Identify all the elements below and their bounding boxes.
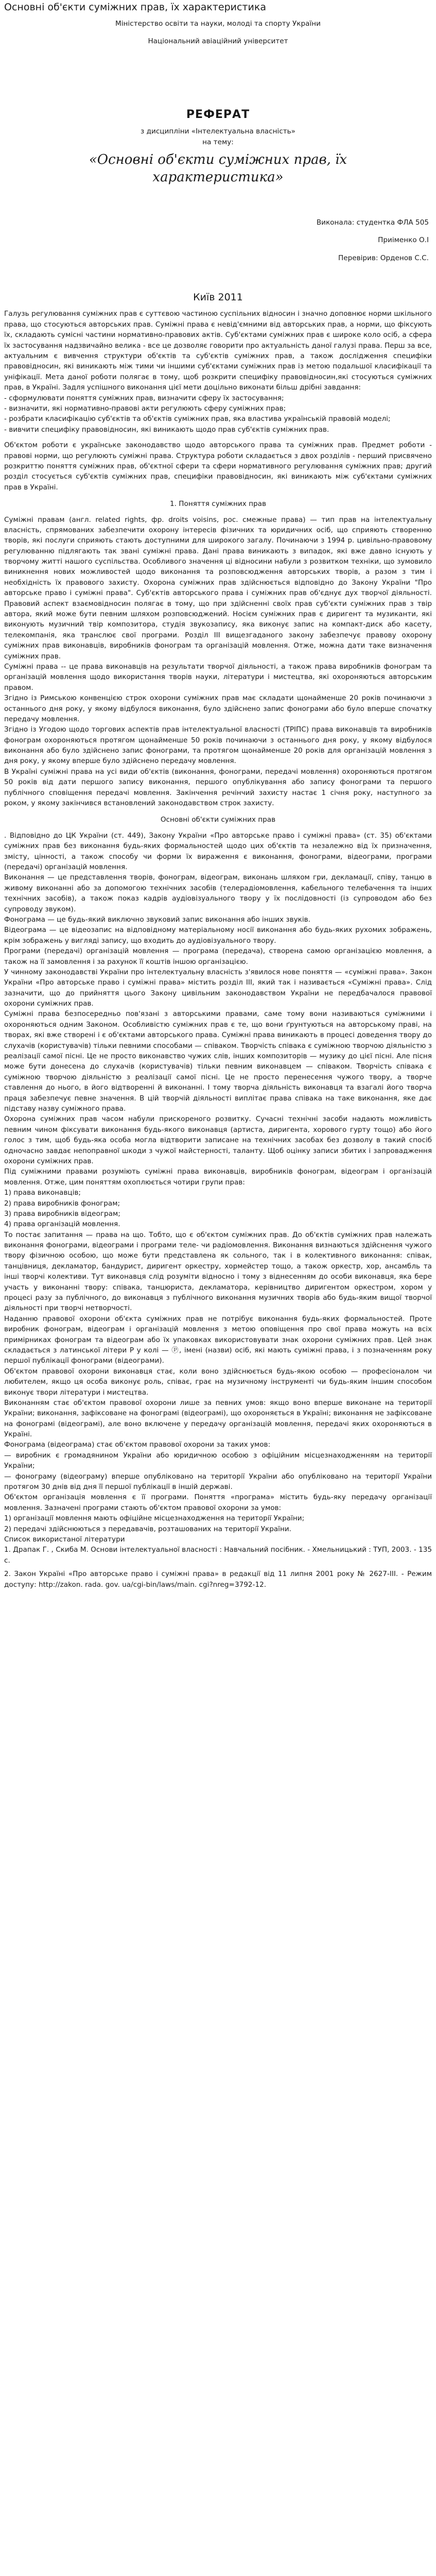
body-paragraph: Наданню правової охорони об'єкта суміжних прав не потрібує виконання будь-яких формальностей. Проте виробник фонограм, відеограм і організацій мовлення з метою оповіщення про свої права можуть на всіх примірниках фонограм та відеограм або їх упаковках використовувати знак охорони суміжних прав. Цей знак складається з латинської літери P у колі — Ⓟ, імені (назви) осіб, які мають суміжні права, і з позначенням року першої публікації фонограми (відеограми). xyxy=(4,1314,432,1365)
section-2-body xyxy=(4,831,432,1534)
referat-label: РЕФЕРАТ xyxy=(186,108,250,122)
body-paragraph: Під суміжними правами розуміють суміжні права виконавців, виробників фонограм, відеограм і організацій мовлення. Отже, цим поняттям охоплюється чотири групи прав: xyxy=(4,1167,432,1187)
on-topic-line: на тему: xyxy=(202,138,234,146)
body-paragraph: Фонограма — це будь-який виключно звуковий запис виконання або інших звуків. xyxy=(4,915,310,924)
section-heading: 1. Поняття суміжних прав xyxy=(170,500,266,509)
checked-by: Перевірив: Орденов С.С. xyxy=(338,253,429,262)
body-paragraph: Суміжні права -- це права виконавців на результати творчої діяльності, а також права виробників фонограм та організацій мовлення щодо використання творів науки, літератури і мистецтва, які охороняються авторським правом. xyxy=(4,662,432,692)
intro-paragraph: Галузь регулювання суміжних прав є суттєвою частиною суспільних відносин і значно доповнює норми шкільного права, що стосуються авторських прав. Суміжні права є невід'ємними від авторських прав, а норми, що фіксують їх, складають сумісні частини нормативно-правових актів. Суб'єктами суміжних прав є широке коло осіб, а сфера їх застосування надзвичайно велика - все це дозволяє говорити про актуальність даної галузі права. Перш за все, актуальним є вивчення структури об'єктів та суб'єктів суміжних прав, а також дослідження специфіки правовідносин, які виникають між тими чи іншими суб'єктами суміжних прав із метою подальшої класифікації та уніфікації. Мета даної роботи полягає в тому, щоб розкрити специфіку правовідносин,які стосуються суміжних прав, в Україні. Задля успішного виконання цієї мети доцільно виконати більш дрібні завдання: xyxy=(4,310,432,392)
list-item: 1) права виконавців; xyxy=(4,1189,81,1197)
document-title: Основні об'єкти суміжних прав, їх характеристика xyxy=(4,2,266,13)
body-paragraph: — виробник є громадянином України або юридичною особою з офіційним місцезнаходженням на території України; xyxy=(4,1451,432,1470)
body-paragraph: У чинному законодавстві України про інтелектуальну власність з'явилося нове поняття — «суміжні права». Закон України «Про авторське право і суміжні права» містить розділ III, який так і називається «Суміжні права». Слід зазначити, що до прийняття цього Закону цивільним законодавством України не передбачалося правової охорони суміжних прав. xyxy=(4,968,432,1008)
body-paragraph: Відеограма — це відеозапис на відповідному матеріальному носії виконання або будь-яких рухомих зображень, крім зображень у вигляді запису, що входить до аудіовізуального твору. xyxy=(4,926,432,945)
body-paragraph: В Українi суміжні права на усі види об'єктів (виконання, фонограми, передачі мовлення) охороняються протягом 50 років від дати першого запису виконання, першого опублікування або запису фонограми та першого публічного сповіщення передачі мовлення. Закінчення речінчий захисту настає 1 січня року, наступного за роком, у якому закінчився встановлений законодавством строк захисту. xyxy=(4,767,432,808)
list-item: 2) права виробників фонограм; xyxy=(4,1199,120,1208)
body-paragraph: . Відповідно до ЦК України (ст. 449), Закону України «Про авторське право і суміжні права» (ст. 35) об'єктами суміжних прав без виконання будь-яких формальностей щодо цих об'єктів та незалежно від їх призначення, змісту, цінності, а також способу чи форми їх вираження є виконання, фонограми, відеограми, програми (передачі) організацій мовлення. xyxy=(4,831,432,871)
body-paragraph: То постає запитання — права на що. Тобто, що є об'єктом суміжних прав. До об'єктів суміжних прав належать виконання фонограми, відеограми і програми теле- чи радіомовлення. Виконання визнаються здійснення чужого твору фізичною особою, що може бути представлена як сольного, так і в колективного виконання: співак, танцівниця, декламатор, бандурист, диригент оркестру, хормейстер тощо, а також оркестр, хор, ансамбль та інші творчі колективи. Тут виконавця слід розуміти відносно і тому з віднесенням до особи виконавця, яка бере участь у виконанні твору: співака, танцюриста, декламатора, керівництво диригентом оркестром, хором у процесі разу за публічного, до виконавця з публічного виконання музичних творів або будь-яким вищої творчої діяльності при творчі нетворчості. xyxy=(4,1230,432,1313)
body-paragraph: Фонограма (відеограма) стає об'єктом правової охорони за таких умов: xyxy=(4,1440,271,1449)
intro-paragraph: Об'єктом роботи є українське законодавство щодо авторського права та суміжних прав. Предмет роботи - правові норми, що регулюють суміжні права. Структура роботи складається з двох розділів - перший присвячено розкриттю поняття суміжних прав, об'єктної сфери та сфери нормативного регулювання суміжних прав; другий розділ стосується суб'єктів суміжних прав, специфіки правовідносин, які виникають між суб'єктами суміжних прав в Україні. xyxy=(4,441,432,492)
list-item: 3) права виробників відеограм; xyxy=(4,1209,120,1218)
references-section xyxy=(4,1534,432,1590)
body-paragraph: Охорона суміжних прав часом набули прискореного розвитку. Сучасні технічні засоби надають можливість певним чином фіксувати виконання будь-якого виконавця (артиста, диригента, хорового гурту тощо) або його голос з тим, щоб будь-яка особа могла відтворити записане на технічних засобах без дозволу в такий спосіб одночасно завдає непоправної шкоди з чужої майстерності, таланту. Щоб оцінку записи збитих і запровадження охорони суміжних прав. xyxy=(4,1115,432,1165)
task-item: - розбрати класифікацію суб'єктів та об'єктів суміжних прав, яка властива українській правовій моделі; xyxy=(4,415,391,423)
body-paragraph: Суміжні правам (англ. related rights, фр. droits voisins, рос. смежные права) — тип прав на інтелектуальну власність, спрямованих забезпечити охорону інтересів фізичних та юридичних осіб, що сприяють створенню творів, які послуги сприяють стають доступними для широкого загалу. Починаючи з 1994 р. цивільно-правовому регулюванню підлягають так звані суміжні права. Дані права виникають з випадок, які вже давно існують у творчому житті нашого суспільства. Особливого значення ці відносини набули з розвитком техніки, що зумовило виникнення нових можливостей щодо виконання та розповсюдження авторських творів, а разом з тим і необхідність їх правового захисту. Охорона суміжних прав здійснюється відповідно до Закону України "Про авторське право і суміжні права". Суб'єктів авторського права і суміжних прав об'єднує дух творчої діяльності. Правовий аспект взаємовідносин полягає в тому, що при здійсненні своїх прав суб'єкти суміжних прав з твір автора, який може бути певним шляхом розповсюджений. Носієм суміжних прав є диригент та музиканти, які виконують музичний твір композитора, студія звукозапису, яка виконує запис на компакт-диск або касету, телекомпанія, яка транслює свої програми. Розділ III вищезгаданого закону забезпечує правову охорону суміжних прав виконавців, виробників фонограм та організацій мовлення. Отже, можна дати таке визначення суміжних прав. xyxy=(4,515,432,660)
body-paragraph: Суміжні права безпосередньо пов'язані з авторськими правами, саме тому вони називаються суміжними і охороняються одним Законом. Особливістю суміжних прав є те, що вони ґрунтуються на авторському праві, на творах, які вже створені і є об'єктами авторського права. Суміжні права виникають в процесі доведення твору до слухачів (користувачів) тільки певними способами — співаком. Творчість співака є суміжною творчою діяльністю з реалізації самої пісні. Це не просто виконавство чужих слів, інших композиторів — музику до цієї пісні. Але пісня може бути донесена до слухачів (користувачів) тільки певним виконавцем — співаком. Творчість співака є суміжною творчою діяльністю з реалізації самої пісні. Це не просто перенесення чужого твору, а творче ставлення до нього, в його відтворенні й виконанні. І тому творча діяльність виконавця та взагалі його творча праця забезпечує певне значення. В цій творчій діяльності виплітає права співака на таке виконання, яке дає підставу назву суміжного права. xyxy=(4,1010,432,1113)
performed-by: Виконала: студентка ФЛА 505 xyxy=(316,218,429,227)
author-name: Приіменко О.І xyxy=(378,236,429,245)
body-paragraph: Виконання — це представлення творів, фонограм, відеограм, виконань шляхом гри, декламації, співу, танцю в живому виконанні або за допомогою технічних засобів (телерадіомовлення, кабельного телебачення та інших технічних засобів), а також показ кадрів аудіовізуального твору у їх послідовності (із супроводом або без супроводу звуком). xyxy=(4,873,432,913)
reference-item: 2. Закон Україні «Про авторське право і суміжні права» в редакції від 11 липня 2001 року № 2627-III. - Режим доступу: http://zakon. rada. gov. ua/cgi-bin/laws/main. cgi?nreg=3792-12. xyxy=(4,1570,432,1589)
body-paragraph: Об'єктом організація мовлення є її програми. Поняття «програма» містить будь-яку передачу організації мовлення. Зазначені програми стають об'єктом правової охорони за умов: xyxy=(4,1493,432,1512)
city-year: Київ 2011 xyxy=(193,291,243,303)
author-block xyxy=(4,217,432,263)
references-heading: Список використаної літератури xyxy=(4,1535,125,1544)
section-heading: Основні об'єкти суміжних прав xyxy=(160,816,276,824)
body-paragraph: Об'єктом правової охорони виконавця стає, коли воно здійснюється будь-якою особою — професіоналом чи любителем, якщо ця особа виконує роль, співає, грає на музичному інструменті чи будь-яким іншим способом виконує твори літератури і мистецтва. xyxy=(4,1367,432,1397)
list-item: 4) права організацій мовлення. xyxy=(4,1220,120,1229)
topic-title: «Основні об'єкти суміжних прав, їх характеристика» xyxy=(89,152,347,185)
section-1-body xyxy=(4,515,432,809)
body-paragraph: Виконанням стає об'єктом правової охорони лише за певних умов: якщо воно вперше виконане на території України; виконання, зафіксоване на фонограмі (відеограмі), що охороняється в Україні; виконання не зафіксоване на фонограмі (відеограмі), але воно включене у передачу організацій мовлення, передачі яких охороняються в Україні. xyxy=(4,1398,432,1439)
intro-section xyxy=(4,309,432,493)
discipline-line: з дисципліни «Інтелектуальна власність» xyxy=(141,127,295,136)
body-paragraph: — фонограму (відеограму) вперше опубліковано на території України або опубліковано на території України протягом 30 днів від дня її першої публікації в іншій державі. xyxy=(4,1472,432,1492)
body-paragraph: Згідно із Римською конвенцією строк охорони суміжних прав має складати щонайменше 20 років починаючи з останнього дня року, у якому відбулося виконання, було здійснено запис фонограми або було вперше спочатку передачу мовлення. xyxy=(4,694,432,723)
body-paragraph: Програми (передачі) організацій мовлення — програма (передача), створена самою організацією мовлення, а також на її замовлення і за рахунок її коштів іншою організацією. xyxy=(4,947,432,966)
list-item: 2) передачі здійснюються з передавачів, розташованих на території України. xyxy=(4,1524,291,1533)
university-name: Національний авіаційний університет xyxy=(148,37,288,46)
reference-item: 1. Драпак Г. , Скиба М. Основи інтелектуальної власності : Навчальний посібник. - Хмельницький : ТУП, 2003. - 135 с. xyxy=(4,1546,432,1565)
ministry-name: Міністерство освіти та науки, молоді та спорту України xyxy=(115,19,321,28)
task-item: - сформулювати поняття суміжних прав, визначити сферу їх застосування; xyxy=(4,394,284,402)
list-item: 1) організації мовлення мають офіційне місцезнаходження на території України; xyxy=(4,1514,305,1523)
body-paragraph: Згідно із Угодою щодо торгових аспектів прав інтелектуальної власності (ТРІПС) права виконавців та виробників фонограм охороняються протягом щонайменше 50 років починаючи з останнього дня року, у якому відбулося виконання або було здійснено запис фонограми, та протягом щонайменше 20 років для організацій мовлення з дня року, у якому вперше було здійснено передачу мовлення. xyxy=(4,725,432,766)
task-item: - вивчити специфіку правовідносин, які виникають щодо прав суб'єктів суміжних прав. xyxy=(4,425,329,434)
task-item: - визначити, які нормативно-правові акти регулюють сферу суміжних прав; xyxy=(4,404,286,413)
